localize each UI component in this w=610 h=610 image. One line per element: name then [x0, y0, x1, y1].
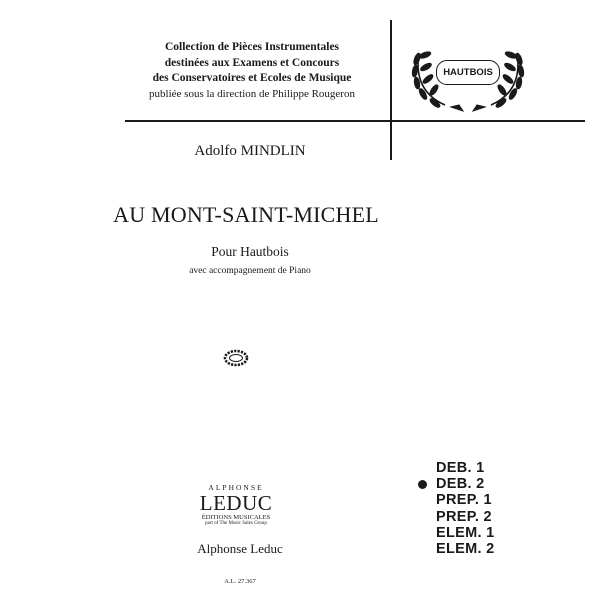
catalog-number: A.L. 27.367 [224, 578, 256, 585]
wreath-ornament-icon [221, 347, 251, 369]
logo-small-text: ÉDITIONS MUSICALES [201, 514, 271, 521]
grade-label: PREP. 1 [436, 492, 492, 509]
grade-item-deb-1 [408, 460, 528, 476]
logo-top-text: ALPHONSE [208, 483, 264, 492]
grade-label: ELEM. 1 [436, 524, 495, 541]
grade-label: PREP. 2 [436, 508, 492, 525]
grade-item-prep-1 [408, 492, 528, 508]
collection-line-2: destinées aux Examens et Concours [164, 56, 340, 69]
instrument-badge: HAUTBOIS [436, 60, 500, 85]
collection-line-3: des Conservatoires et Ecoles de Musique [152, 72, 352, 84]
publisher-logo [185, 483, 287, 527]
collection-line-1: Collection de Pièces Instrumentales [164, 41, 340, 53]
grade-list [408, 460, 528, 557]
logo-tiny-text: part of The Music Sales Group [205, 521, 267, 526]
grade-item-elem-2 [408, 541, 528, 557]
grade-label: DEB. 1 [436, 460, 485, 476]
composer-name: Adolfo MINDLIN [194, 143, 306, 159]
grade-selected-dot-icon [418, 480, 427, 489]
grade-item-deb-2 [408, 476, 528, 492]
instrument-subtitle: Pour Hautbois [211, 244, 289, 259]
publisher-name: Alphonse Leduc [197, 541, 283, 556]
direction-line: publiée sous la direction de Philippe Rougeron [149, 87, 355, 100]
vertical-divider [390, 20, 392, 160]
grade-item-elem-1 [408, 525, 528, 541]
horizontal-divider [125, 120, 585, 122]
logo-main-text: LEDUC [199, 491, 273, 515]
piece-title: AU MONT-SAINT-MICHEL [113, 202, 379, 227]
grade-label: ELEM. 2 [436, 540, 495, 557]
grade-label: DEB. 2 [436, 476, 485, 493]
grade-item-prep-2 [408, 509, 528, 525]
collection-block [126, 40, 378, 102]
accompaniment-note: avec accompagnement de Piano [189, 266, 311, 276]
